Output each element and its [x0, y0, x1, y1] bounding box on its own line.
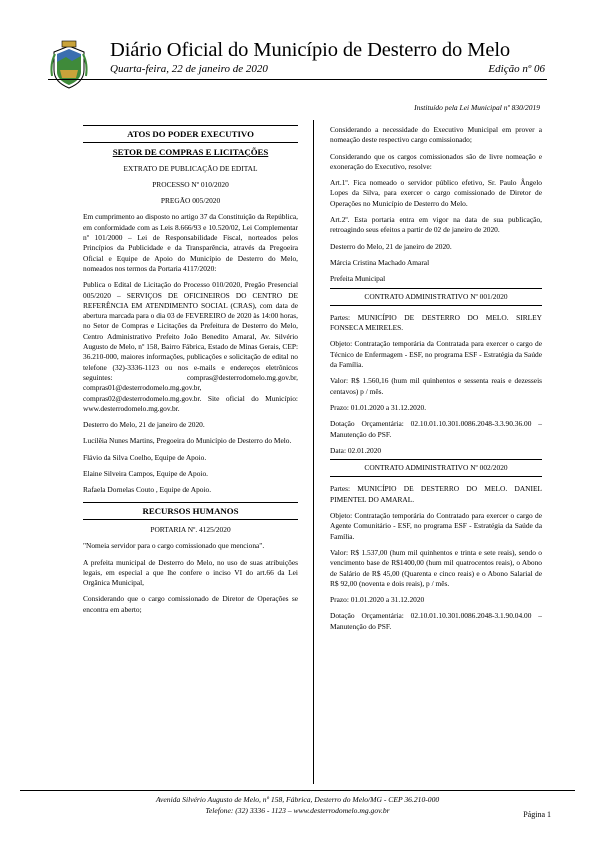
contract-value: Valor: R$ 1.537,00 (hum mil quinhentos e trinta e sete reais), sendo o vencimento base de R$1400,00 (hum mil quatrocentos reais), o Abono de Salário de R$ 45,00 (Quarenta e cinco reais) e o Abono Salarial de R$ 92,00 (noventa e dois reais), p / mês.: [330, 547, 542, 588]
paragraph: Em cumprimento ao disposto no artigo 37 da Constituição da República, em conformidade com as Leis 8.666/93 e 10.520/02, Lei Complementar nº 101/2000 – Lei de Responsabilidade Fiscal, norteados pelos Princípios da Publicidade e da Transparência, através da Pregoeira Oficial e Equipe de Apoio do Município de Desterro do Melo, nomeados nos termos da Portaria 4117/2020:: [83, 212, 298, 273]
paragraph: Considerando que os cargos comissionados são de livre nomeação e exoneração do Executivo, resolve:: [330, 151, 542, 171]
contract-term: Prazo: 01.01.2020 a 31.12.2020: [330, 595, 425, 605]
contract-parties: Partes: MUNICÍPIO DE DESTERRO DO MELO. SIRLEY FONSECA MEIRELES.: [330, 312, 542, 333]
journal-title: Diário Oficial do Município de Desterro do Melo: [110, 39, 511, 61]
right-column: [330, 125, 542, 638]
signature: Elaine Silveira Campos, Equipe de Apoio.: [83, 469, 209, 479]
paragraph: Considerando que o cargo comissionado de Diretor de Operações se encontra em aberto;: [83, 594, 298, 614]
issue-date: Quarta-feira, 22 de janeiro de 2020: [110, 63, 268, 75]
paragraph: Publica o Edital de Licitação do Processo 010/2020, Pregão Presencial 005/2020 – SERVIÇOS DE OFICINEIROS DO CENTRO DE REFERÊNCIA EM ATENDIMENTO SOCIAL (CRAS), com data de abertura marcada para o dia 03 de FEVEREIRO de 2020 às 14:00 horas, no Setor de Compras e Licitações da Prefeitura de Desterro do Melo, Centro Administrativo Prefeito João Benedito Amaral, Av. Silvério Augusto de Melo, nº 158, Bairro Fábrica, Estado de Minas Gerais, CEP: 36.210-000, maiores informações, publicações e solicitação de edital no telefone (32)-3336-1123 ou nos e-mails e endereços eletrônicos seguintes: compras@desterrodomelo.mg.gov.br, compras01@desterrodomelo.mg.gov.br, compras02@desterrodomelo.mg.gov.br. Site oficial do Município: www.desterrodomelo.mg.gov.br.: [83, 280, 298, 413]
page-number: Página 1: [523, 810, 551, 819]
footer-divider: [20, 790, 575, 791]
contract-date: Data: 02.01.2020: [330, 445, 382, 455]
auction-number: PREGÃO 005/2020: [160, 196, 221, 206]
header-divider: [48, 79, 547, 80]
section-heading-hr: RECURSOS HUMANOS: [83, 502, 298, 520]
signer-title: Prefeita Municipal: [330, 274, 386, 284]
section-heading-executive: ATOS DO PODER EXECUTIVO: [83, 125, 298, 143]
contract-object: Objeto: Contratação temporária do Contratado para exercer o cargo de Agente Comunitário - ESF, no programa ESF - Estratégia da Saúde da Família.: [330, 511, 542, 541]
edition-number: Edição nº 06: [488, 63, 545, 75]
paragraph: A prefeita municipal de Desterro do Melo, no uso de suas atribuições legais, em especial a que lhe confere o inciso VI do art.66 da Lei Orgânica Municipal,: [83, 557, 298, 588]
place-date: Desterro do Melo, 21 de janeiro de 2020.: [330, 241, 452, 251]
contract-budget: Dotação Orçamentária: 02.10.01.10.301.0086.2048-3.3.90.36.00 – Manutenção do PSF.: [330, 419, 542, 439]
instituted-law: Instituído pela Lei Municipal nº 830/2019: [414, 103, 540, 112]
contract-object: Objeto: Contratação temporária da Contratada para exercer o cargo de Técnico de Enfermagem - ESF, no programa ESF - Estratégia da Saúde da Família.: [330, 339, 542, 370]
contract-heading-002: CONTRATO ADMINISTRATIVO Nº 002/2020: [330, 459, 542, 477]
contract-term: Prazo: 01.01.2020 a 31.12.2020.: [330, 402, 427, 412]
municipal-coat-of-arms-icon: [48, 40, 90, 90]
column-divider: [313, 120, 314, 784]
paragraph: Considerando a necessidade do Executivo Municipal em prover a nomeação deste respectivo cargo comissionado;: [330, 125, 542, 145]
footer-contact: Telefone: (32) 3336 - 1123 – www.desterrodomelo.mg.gov.br: [205, 806, 390, 815]
section-heading-purchases: SETOR DE COMPRAS E LICITAÇÕES: [112, 147, 269, 158]
signature: Lucilêia Nunes Martins, Pregoeira do Município de Desterro do Melo.: [83, 436, 292, 446]
page-header: [0, 0, 595, 112]
contract-budget: Dotação Orçamentária: 02.10.01.10.301.0086.2048-3.1.90.04.00 – Manutenção do PSF.: [330, 611, 542, 631]
paragraph: Art.2º. Esta portaria entra em vigor na data de sua publicação, retroagindo seus efeitos a partir de 02 de janeiro de 2020.: [330, 215, 542, 235]
left-column: [83, 125, 298, 621]
process-number: PROCESSO Nº 010/2020: [152, 179, 229, 189]
contract-parties: Partes: MUNICÍPIO DE DESTERRO DO MELO. DANIEL PIMENTEL DO AMARAL.: [330, 484, 542, 504]
signature: Rafaela Dornelas Couto , Equipe de Apoio.: [83, 485, 212, 495]
extract-heading: EXTRATO DE PUBLICAÇÃO DE EDITAL: [123, 163, 258, 173]
paragraph: "Nomeia servidor para o cargo comissionado que menciona".: [83, 541, 265, 551]
footer-address: Avenida Silvério Augusto de Melo, nº 158, Fábrica, Desterro do Melo/MG - CEP 36.210-000: [155, 795, 440, 804]
contract-value: Valor: R$ 1.560,16 (hum mil quinhentos e sessenta reais e dezesseis centavos) p / mês.: [330, 376, 542, 396]
portaria-number: PORTARIA Nº. 4125/2020: [150, 524, 231, 534]
paragraph: Art.1º. Fica nomeado o servidor público efetivo, Sr. Paulo Ângelo Lopes da Silva, para exercer o cargo comissionado de Diretor de Operações no Município de Desterro do Melo.: [330, 178, 542, 208]
signature: Flávio da Silva Coelho, Equipe de Apoio.: [83, 452, 207, 462]
signer-name: Márcia Cristina Machado Amaral: [330, 257, 430, 267]
contract-heading-001: CONTRATO ADMINISTRATIVO Nº 001/2020: [330, 288, 542, 306]
place-date: Desterro do Melo, 21 de janeiro de 2020.: [83, 420, 205, 430]
